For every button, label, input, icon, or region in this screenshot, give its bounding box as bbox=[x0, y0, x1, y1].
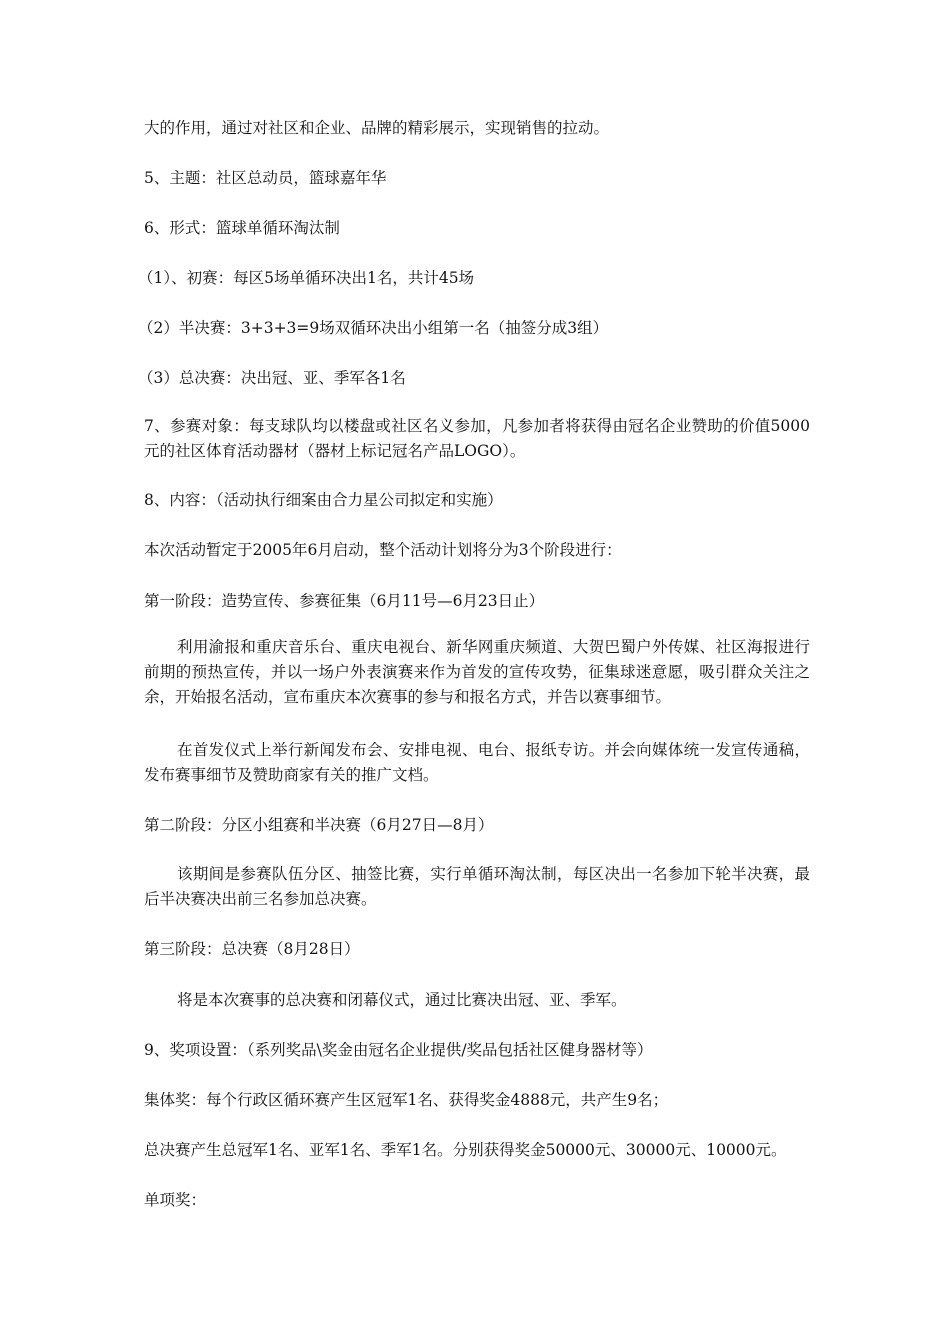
format-item-final: （3）总决赛：决出冠、亚、季军各1名 bbox=[138, 369, 406, 387]
schedule-intro: 本次活动暂定于2005年6月启动，整个活动计划将分为3个阶段进行： bbox=[144, 541, 622, 559]
section-7-participants: 7、参赛对象：每支球队均以楼盘或社区名义参加，凡参加者将获得由冠名企业赞助的价值5000元的社区体育活动器材（器材上标记冠名产品LOGO）。 bbox=[144, 417, 810, 460]
stage-1-heading: 第一阶段：造势宣传、参赛征集（6月11号—6月23日止） bbox=[144, 592, 545, 610]
paragraph-intro-continuation: 大的作用，通过对社区和企业、品牌的精彩展示，实现销售的拉动。 bbox=[144, 119, 610, 137]
format-item-preliminary: （1）、初赛：每区5场单循环决出1名，共计45场 bbox=[138, 269, 475, 287]
section-5-theme: 5、主题：社区总动员，篮球嘉年华 bbox=[144, 169, 387, 187]
stage-1-paragraph-2: 在首发仪式上举行新闻发布会、安排电视、电台、报纸专访。并会向媒体统一发宣传通稿， 发布赛事细节及赞助商家有关的推广文档。 bbox=[144, 741, 810, 784]
stage-2-heading: 第二阶段：分区小组赛和半决赛（6月27日—8月） bbox=[144, 816, 494, 834]
individual-award-heading: 单项奖： bbox=[144, 1191, 207, 1209]
finals-prizes: 总决赛产生总冠军1名、亚军1名、季军1名。分别获得奖金50000元、30000元、10000元。 bbox=[144, 1141, 787, 1159]
stage-2-paragraph: 该期间是参赛队伍分区、抽签比赛，实行单循环淘汰制，每区决出一名参加下轮半决赛，最后半决赛决出前三名参加总决赛。 bbox=[144, 865, 810, 908]
stage-1-paragraph-1: 利用渝报和重庆音乐台、重庆电视台、新华网重庆频道、大贺巴蜀户外传媒、社区海报进行前期的预热宣传，并以一场户外表演赛来作为首发的宣传攻势，征集球迷意愿，吸引群众关注之余，开始报名活动，宣布重庆本次赛事的参与和报名方式，并告以赛事细节。 bbox=[144, 638, 810, 706]
format-item-semifinal: （2）半决赛：3+3+3=9场双循环决出小组第一名（抽签分成3组） bbox=[138, 319, 609, 337]
section-8-content: 8、内容：（活动执行细案由合力星公司拟定和实施） bbox=[144, 491, 503, 509]
section-6-format: 6、形式：篮球单循环淘汰制 bbox=[144, 219, 340, 237]
stage-3-paragraph: 将是本次赛事的总决赛和闭幕仪式，通过比赛决出冠、亚、季军。 bbox=[177, 991, 627, 1009]
group-award: 集体奖：每个行政区循环赛产生区冠军1名、获得奖金4888元，共产生9名； bbox=[144, 1091, 669, 1109]
stage-3-heading: 第三阶段：总决赛（8月28日） bbox=[144, 940, 360, 958]
section-9-awards: 9、奖项设置：（系列奖品\奖金由冠名企业提供/奖品包括社区健身器材等） bbox=[144, 1041, 653, 1059]
